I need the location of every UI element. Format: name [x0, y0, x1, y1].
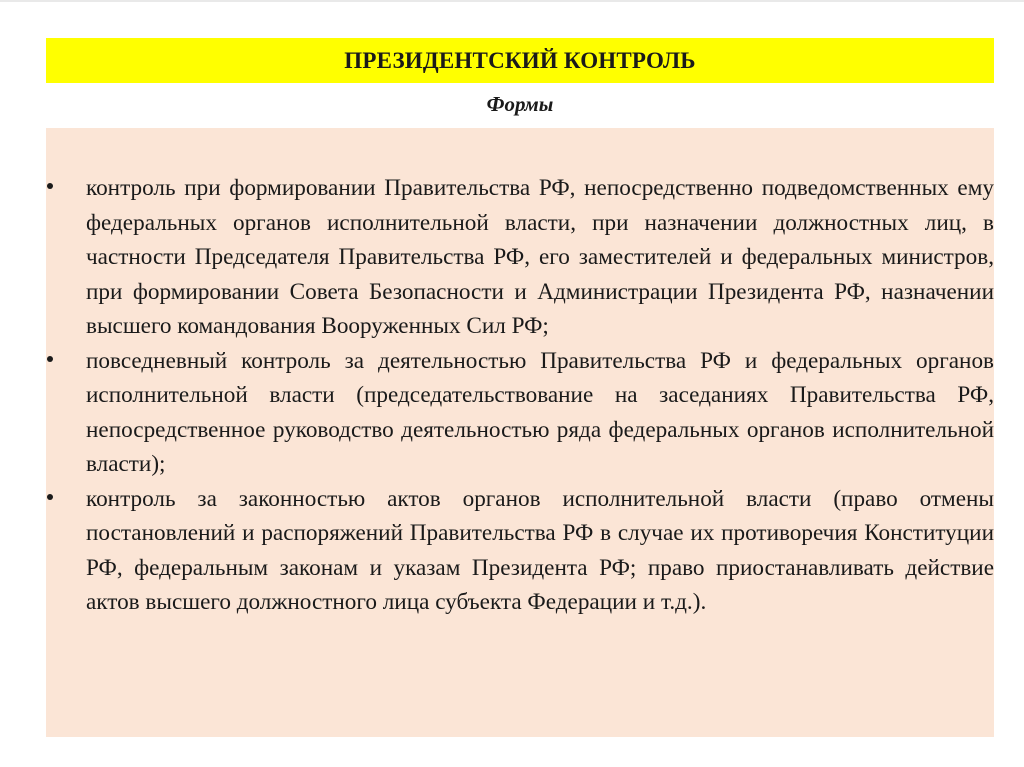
- list-item: [46, 171, 994, 344]
- title-banner: [46, 38, 994, 83]
- list-item-text: повседневный контроль за деятельностью Правительства РФ и федеральных органов исполнительной власти (председательствование на заседаниях Правительства РФ, непосредственное руководство деятельностью ряда федеральных органов исполнительной власти);: [86, 347, 994, 477]
- bullet-dot-icon: [47, 183, 53, 189]
- bullet-dot-icon: [47, 494, 53, 500]
- list-item: [46, 344, 994, 482]
- list-item-text: контроль при формировании Правительства РФ, непосредственно подведомственных ему федеральных органов исполнительной власти, при назначении должностных лиц, в частности Председателя Правительства РФ, его заместителей и федеральных министров, при формировании Совета Безопасности и Администрации Президента РФ, назначении высшего командования Вооруженных Сил РФ;: [86, 175, 994, 339]
- page-title: ПРЕЗИДЕНТСКИЙ КОНТРОЛЬ: [344, 47, 696, 73]
- forms-list: [46, 171, 994, 620]
- bullet-dot-icon: [47, 356, 53, 362]
- list-item-text: контроль за законностью актов органов исполнительной власти (право отмены постановлений и распоряжений Правительства РФ в случае их противоречия Конституции РФ, федеральным законам и указам Президента РФ; право приостанавливать действие актов высшего должностного лица субъекта Федерации и т.д.).: [86, 485, 994, 615]
- content-panel: [46, 128, 994, 737]
- slide-top-divider: [0, 0, 1024, 2]
- list-item: [46, 482, 994, 620]
- section-subtitle: Формы: [486, 92, 554, 116]
